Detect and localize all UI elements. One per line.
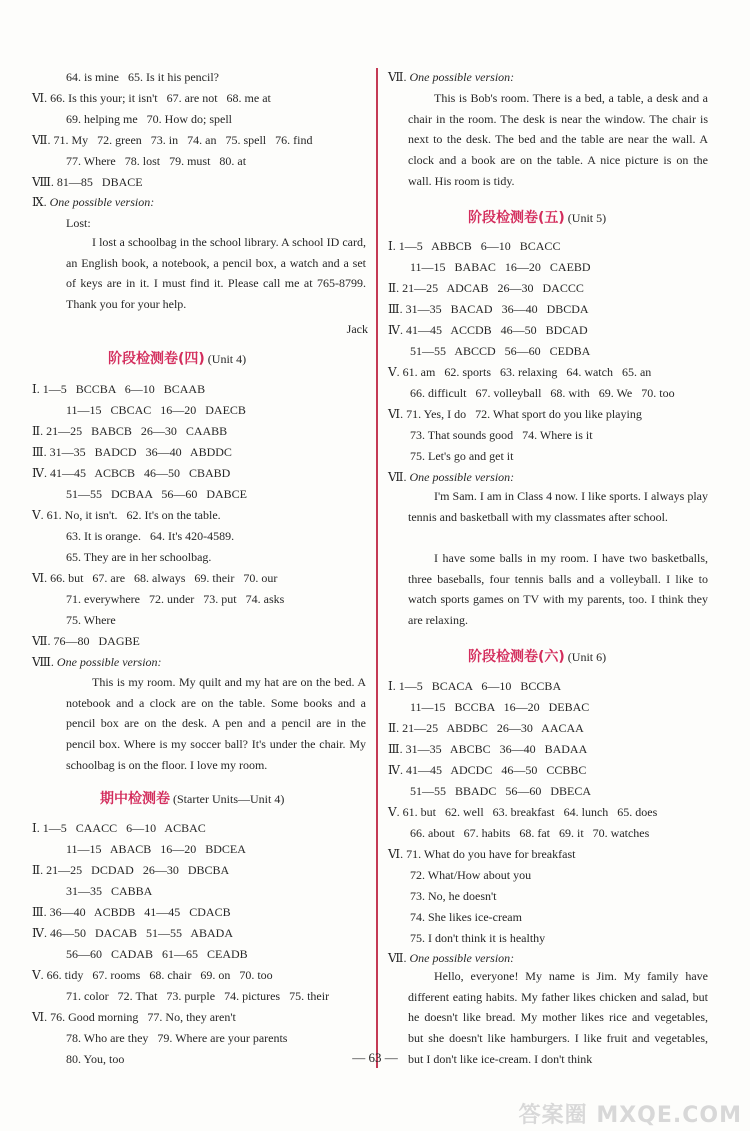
section-heading xyxy=(468,207,606,227)
section-heading xyxy=(100,788,284,808)
answer-line: 11—15 BCCBA 16—20 DEBAC xyxy=(410,700,590,714)
answer-line: 80. You, too xyxy=(66,1052,125,1066)
answer-line: 71. everywhere 72. under 73. put 74. asks xyxy=(66,592,285,606)
answer-line: Ⅴ. 61. No, it isn't. 62. It's on the table. xyxy=(32,508,221,522)
essay-paragraph: I'm Sam. I am in Class 4 now. I like sports. I always play tennis and basketball with my classmates after school. xyxy=(408,489,708,524)
section-heading xyxy=(468,646,606,666)
answer-line: Ⅵ. 76. Good morning 77. No, they aren't xyxy=(32,1010,236,1024)
answer-line: 69. helping me 70. How do; spell xyxy=(66,112,232,126)
answer-line: Ⅰ. 1—5 CAACC 6—10 ACBAC xyxy=(32,821,206,835)
section-title: 阶段检测卷(六) xyxy=(468,649,565,665)
answer-line: Ⅶ. One possible version: xyxy=(388,951,515,965)
answer-line: Ⅱ. 21—25 BABCB 26—30 CAABB xyxy=(32,424,228,438)
answer-line: Ⅳ. 46—50 DACAB 51—55 ABADA xyxy=(32,926,233,940)
answer-line: Ⅷ. 81—85 DBACE xyxy=(32,175,143,189)
answer-line: Ⅱ. 21—25 DCDAD 26—30 DBCBA xyxy=(32,863,230,877)
answer-line: Ⅴ. 61. but 62. well 63. breakfast 64. lunch 65. does xyxy=(388,805,658,819)
section-title: 期中检测卷 xyxy=(100,791,170,807)
answer-line: Ⅱ. 21—25 ABDBC 26—30 AACAA xyxy=(388,721,584,735)
answer-line: Ⅲ. 31—35 ABCBC 36—40 BADAA xyxy=(388,742,588,756)
essay-paragraph: This is my room. My quilt and my hat are on the bed. A notebook and a clock are on the table. Some books and a pencil box are on the desk. A pen and a pencil are in the pencil box. Where is my soccer ball? It's under the chair. My schoolbag is on the floor. I love my room. xyxy=(66,675,366,772)
answer-line: 66. about 67. habits 68. fat 69. it 70. watches xyxy=(410,826,650,840)
answer-line: 51—55 BBADC 56—60 DBECA xyxy=(410,784,592,798)
answer-line: Ⅴ. 61. am 62. sports 63. relaxing 64. watch 65. an xyxy=(388,365,652,379)
answer-line: 31—35 CABBA xyxy=(66,884,153,898)
answer-line: 11—15 CBCAC 16—20 DAECB xyxy=(66,403,246,417)
answer-line: 73. No, he doesn't xyxy=(410,889,497,903)
answer-line: Ⅳ. 41—45 ACBCB 46—50 CBABD xyxy=(32,466,231,480)
answer-line: 72. What/How about you xyxy=(410,868,532,882)
answer-line: 51—55 DCBAA 56—60 DABCE xyxy=(66,487,248,501)
answer-line: Ⅵ. 66. but 67. are 68. always 69. their 70. our xyxy=(32,571,278,585)
answer-line: Lost: xyxy=(66,216,91,230)
answer-line: Ⅰ. 1—5 BCCBA 6—10 BCAAB xyxy=(32,382,206,396)
section-unit: (Starter Units—Unit 4) xyxy=(170,792,285,806)
answer-line: Ⅵ. 71. Yes, I do 72. What sport do you like playing xyxy=(388,407,642,421)
answer-line: Ⅸ. One possible version: xyxy=(32,195,155,209)
answer-line: 64. is mine 65. Is it his pencil? xyxy=(66,70,219,84)
essay-paragraph: This is Bob's room. There is a bed, a table, a desk and a chair in the room. The desk is near the window. The chair is next to the desk. The bed and the table are near the wall. A clock and a book are on the table. A nice picture is on the wall. His room is tidy. xyxy=(408,91,708,188)
version-label: One possible version: xyxy=(49,195,155,209)
answer-line: Ⅲ. 36—40 ACBDB 41—45 CDACB xyxy=(32,905,231,919)
essay-paragraph: I lost a schoolbag in the school library. A school ID card, an English book, a notebook, a pencil box, a watch and a set of keys are in it. I must find it. Please call me at 765-8799. Thank you for your help. xyxy=(66,235,366,312)
answer-line: 78. Who are they 79. Where are your parents xyxy=(66,1031,288,1045)
section-title: 阶段检测卷(四) xyxy=(108,351,205,367)
answer-line: 77. Where 78. lost 79. must 80. at xyxy=(66,154,247,168)
essay-paragraph: Hello, everyone! My name is Jim. My family have different eating habits. My father likes chicken and salad, but he doesn't like bread. My mother likes rice and vegetables, but she doesn't like hamburgers. I like fruit and vegetables, but I don't like ice-cream. I don't think xyxy=(408,969,708,1066)
answer-line: Ⅰ. 1—5 BCACA 6—10 BCCBA xyxy=(388,679,562,693)
section-title: 阶段检测卷(五) xyxy=(468,210,565,226)
answer-line: Ⅶ. 76—80 DAGBE xyxy=(32,634,140,648)
answer-line: 74. She likes ice-cream xyxy=(410,910,522,924)
answer-line: Ⅵ. 66. Is this your; it isn't 67. are not 68. me at xyxy=(32,91,271,105)
answer-line: 51—55 ABCCD 56—60 CEDBA xyxy=(410,344,591,358)
section-unit: (Unit 6) xyxy=(564,650,607,664)
answer-line: Ⅶ. One possible version: xyxy=(388,70,515,84)
version-label: One possible version: xyxy=(409,951,515,965)
answer-line: 75. I don't think it is healthy xyxy=(410,931,546,945)
answer-line: 11—15 ABACB 16—20 BDCEA xyxy=(66,842,246,856)
essay-paragraph: I have some balls in my room. I have two basketballs, three baseballs, four tennis balls and a volleyball. I like to watch sports games on TV with my parents, too. I think they are relaxing. xyxy=(408,551,708,628)
section-heading xyxy=(108,348,246,368)
answer-line: Ⅳ. 41—45 ACCDB 46—50 BDCAD xyxy=(388,323,588,337)
answer-line: 65. They are in her schoolbag. xyxy=(66,550,212,564)
answer-line: Ⅱ. 21—25 ADCAB 26—30 DACCC xyxy=(388,281,584,295)
answer-line: 75. Where xyxy=(66,613,116,627)
version-label: One possible version: xyxy=(409,470,515,484)
answer-line: Ⅰ. 1—5 ABBCB 6—10 BCACC xyxy=(388,239,561,253)
version-label: One possible version: xyxy=(56,655,162,669)
answer-line: 75. Let's go and get it xyxy=(410,449,514,463)
answer-line: Ⅶ. 71. My 72. green 73. in 74. an 75. spell 76. find xyxy=(32,133,313,147)
signature: Jack xyxy=(346,322,368,336)
answer-line: Ⅷ. One possible version: xyxy=(32,655,162,669)
version-label: One possible version: xyxy=(409,70,515,84)
section-unit: (Unit 4) xyxy=(204,352,247,366)
column-divider xyxy=(376,68,378,1068)
answer-line: Ⅶ. One possible version: xyxy=(388,470,515,484)
page-number: — 63 — xyxy=(352,1050,398,1065)
section-unit: (Unit 5) xyxy=(564,211,607,225)
answer-line: 71. color 72. That 73. purple 74. pictures 75. their xyxy=(66,989,330,1003)
answer-line: Ⅵ. 71. What do you have for breakfast xyxy=(388,847,576,861)
answer-line: Ⅳ. 41—45 ADCDC 46—50 CCBBC xyxy=(388,763,587,777)
answer-line: Ⅲ. 31—35 BACAD 36—40 DBCDA xyxy=(388,302,589,316)
answer-line: Ⅴ. 66. tidy 67. rooms 68. chair 69. on 70. too xyxy=(32,968,273,982)
watermark: 答案圈 MXQE.COM xyxy=(518,1103,742,1128)
answer-line: 56—60 CADAB 61—65 CEADB xyxy=(66,947,248,961)
answer-line: 73. That sounds good 74. Where is it xyxy=(410,428,593,442)
answer-line: 63. It is orange. 64. It's 420-4589. xyxy=(66,529,235,543)
answer-line: Ⅲ. 31—35 BADCD 36—40 ABDDC xyxy=(32,445,232,459)
answer-line: 11—15 BABAC 16—20 CAEBD xyxy=(410,260,591,274)
answer-line: 66. difficult 67. volleyball 68. with 69. We 70. too xyxy=(410,386,675,400)
